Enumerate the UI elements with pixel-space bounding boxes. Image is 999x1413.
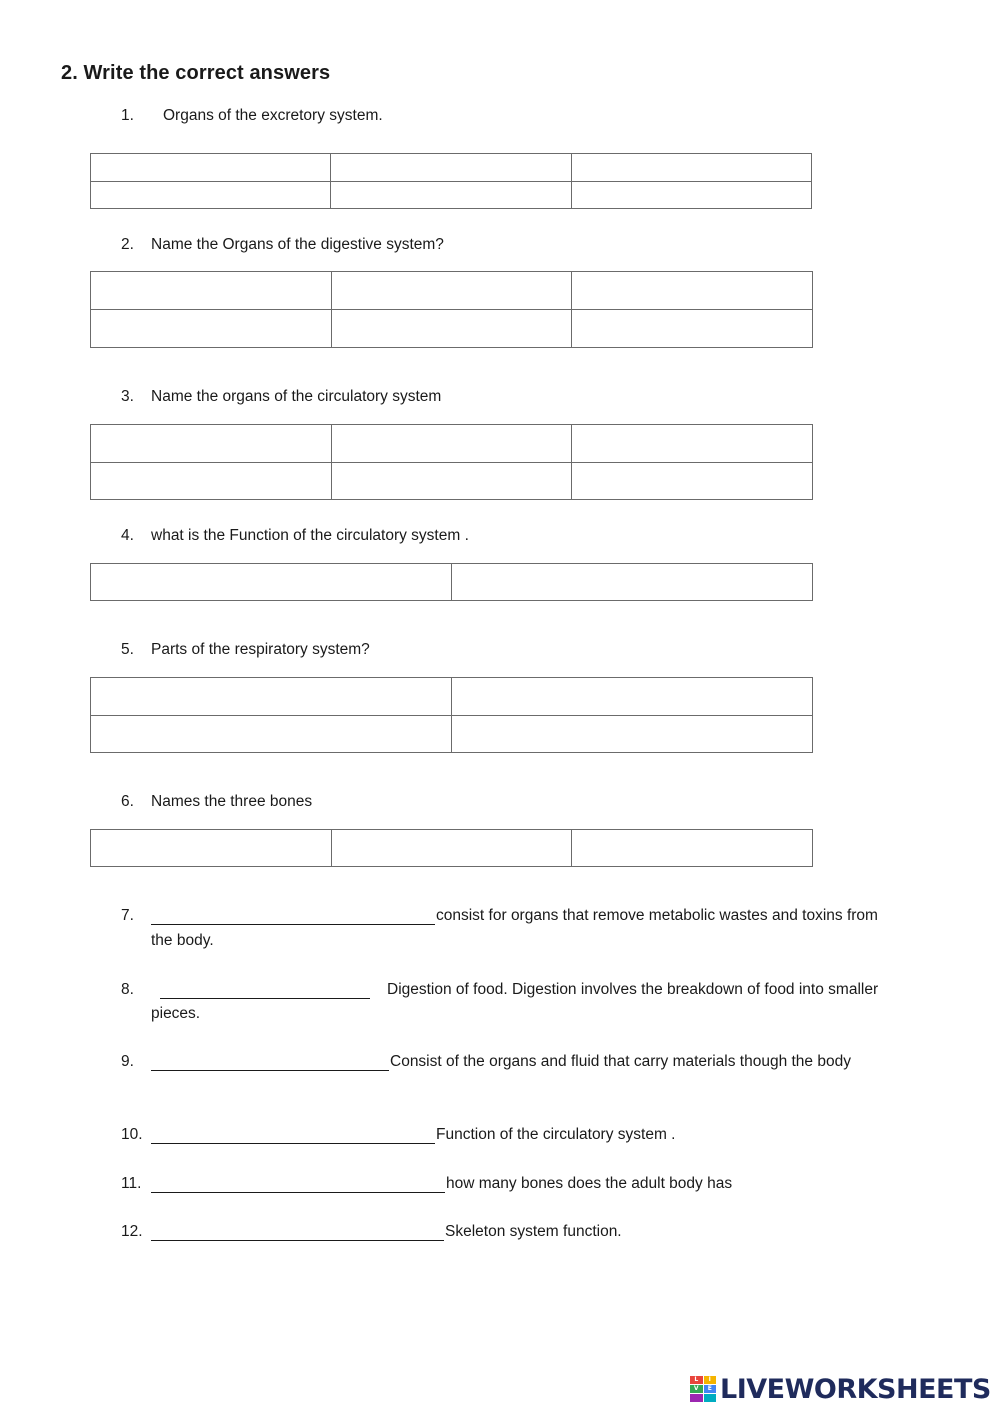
answer-input[interactable]	[572, 154, 811, 181]
answer-input[interactable]	[572, 463, 812, 500]
answer-blank[interactable]	[151, 1128, 435, 1144]
answer-input[interactable]	[452, 716, 812, 753]
question-number: 8.	[121, 981, 134, 998]
answer-blank[interactable]	[151, 1177, 445, 1193]
section-heading: 2. Write the correct answers	[61, 62, 331, 84]
logo-text: LIVEWORKSHEETS	[720, 1373, 991, 1405]
question-number: 12.	[121, 1223, 143, 1240]
answer-input[interactable]	[332, 830, 572, 866]
question-text-continued: the body.	[151, 932, 214, 949]
question-text-continued: pieces.	[151, 1005, 201, 1022]
answer-input[interactable]	[332, 463, 572, 500]
answer-input[interactable]	[91, 716, 451, 753]
answer-input[interactable]	[572, 272, 812, 309]
answer-input[interactable]	[572, 425, 812, 462]
question-text: Function of the circulatory system .	[436, 1126, 676, 1143]
question-text: how many bones does the adult body has	[446, 1175, 733, 1192]
answer-input[interactable]	[91, 154, 330, 181]
question-text: Consist of the organs and fluid that carry materials though the body	[390, 1053, 851, 1070]
logo-mark-letter: L	[690, 1376, 703, 1384]
answer-input[interactable]	[91, 463, 331, 500]
question-number: 11.	[121, 1175, 142, 1192]
question-number: 10.	[121, 1126, 143, 1143]
question-text: what is the Function of the circulatory system .	[151, 527, 469, 544]
answer-table-1	[90, 153, 812, 209]
answer-input[interactable]	[91, 678, 451, 715]
question-number: 6.	[121, 793, 134, 810]
answer-blank[interactable]	[151, 1055, 389, 1071]
answer-input[interactable]	[91, 830, 331, 866]
answer-input[interactable]	[452, 678, 812, 715]
answer-input[interactable]	[332, 310, 572, 347]
question-number: 5.	[121, 641, 134, 658]
answer-input[interactable]	[572, 830, 812, 866]
answer-input[interactable]	[91, 182, 330, 209]
answer-table-5	[90, 677, 813, 753]
logo-mark-letter: E	[704, 1385, 717, 1393]
answer-input[interactable]	[332, 425, 572, 462]
question-text: Organs of the excretory system.	[163, 107, 383, 124]
question-text: Name the organs of the circulatory system	[151, 388, 442, 405]
question-number: 1.	[121, 107, 134, 124]
answer-blank[interactable]	[151, 909, 435, 925]
answer-blank[interactable]	[160, 983, 370, 999]
answer-input[interactable]	[331, 154, 570, 181]
answer-input[interactable]	[91, 425, 331, 462]
logo-mark-icon	[690, 1376, 716, 1402]
answer-table-4	[90, 563, 813, 601]
question-number: 7.	[121, 907, 134, 924]
question-number: 3.	[121, 388, 134, 405]
answer-input[interactable]	[332, 272, 572, 309]
answer-table-3	[90, 424, 813, 500]
answer-blank[interactable]	[151, 1225, 444, 1241]
answer-input[interactable]	[91, 564, 451, 600]
liveworksheets-logo	[690, 1372, 991, 1406]
logo-mark-block	[690, 1394, 703, 1402]
question-number: 2.	[121, 236, 134, 253]
question-text: Parts of the respiratory system?	[151, 641, 370, 658]
answer-input[interactable]	[331, 182, 570, 209]
question-text: Skeleton system function.	[445, 1223, 622, 1240]
logo-mark-letter: I	[704, 1376, 717, 1384]
logo-mark-block	[704, 1394, 717, 1402]
question-text: Name the Organs of the digestive system?	[151, 236, 444, 253]
answer-table-2	[90, 271, 813, 348]
question-text: Digestion of food. Digestion involves the breakdown of food into smaller	[387, 981, 879, 998]
answer-input[interactable]	[572, 182, 811, 209]
answer-input[interactable]	[452, 564, 812, 600]
answer-input[interactable]	[91, 310, 331, 347]
question-text: consist for organs that remove metabolic wastes and toxins from	[436, 907, 878, 924]
question-text: Names the three bones	[151, 793, 313, 810]
question-number: 4.	[121, 527, 134, 544]
answer-table-6	[90, 829, 813, 867]
logo-mark-letter: V	[690, 1385, 703, 1393]
question-number: 9.	[121, 1053, 134, 1070]
answer-input[interactable]	[572, 310, 812, 347]
answer-input[interactable]	[91, 272, 331, 309]
